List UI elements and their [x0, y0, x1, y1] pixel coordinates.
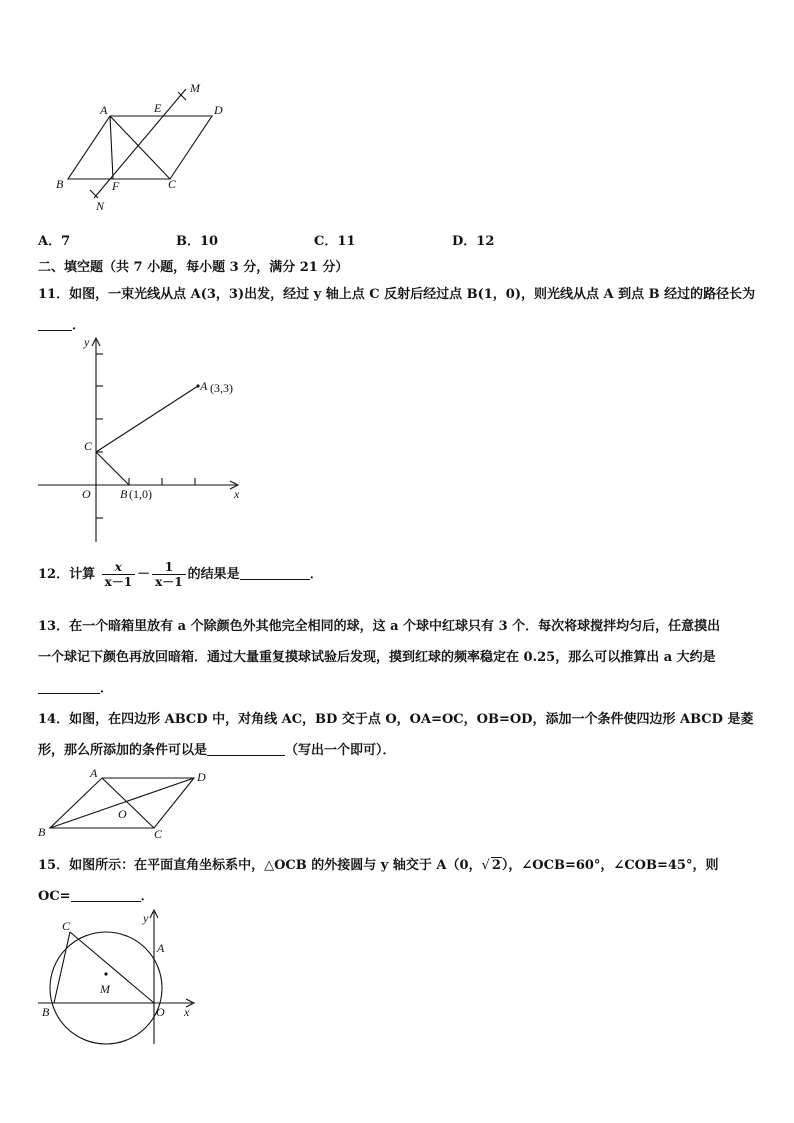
fig11-coord-A: (3,3)	[210, 381, 233, 395]
fig14-label-O: O	[118, 807, 127, 821]
q14-figure	[34, 764, 220, 844]
q15-answer-line	[38, 885, 154, 904]
q15-suffix: ），∠OCB=60°，∠COB=45°，则	[501, 858, 719, 873]
q15-answer-blank[interactable]	[71, 889, 141, 902]
fig10-label-A: A	[100, 103, 108, 117]
q14-answer-blank[interactable]	[207, 743, 285, 756]
fig15-label-C: C	[62, 919, 71, 933]
q14-line2-prefix: 形，那么所添加的条件可以是	[38, 743, 208, 758]
fig11-label-C: C	[84, 439, 93, 453]
fig15-label-M: M	[100, 982, 110, 996]
q12-answer-blank[interactable]	[240, 567, 310, 580]
fig10-label-F: F	[112, 179, 120, 193]
q12-prefix: 12．计算	[38, 567, 96, 582]
q14-line2-suffix: （写出一个即可）．	[285, 743, 396, 758]
q13-line2: 一个球记下颜色再放回暗箱．通过大量重复摸球试验后发现，摸到红球的频率稳定在 0.25，那么可以推算出 a 大约是	[38, 650, 716, 665]
q12-frac1-numerator: x	[102, 560, 136, 575]
q10-option-c: C．11	[314, 234, 356, 249]
q12-fraction-2	[152, 560, 186, 589]
q12-end: ．	[309, 567, 323, 582]
q11-answer-line	[38, 314, 85, 333]
q15-line2-prefix: OC=	[38, 889, 71, 904]
fig10-label-M: M	[190, 81, 200, 95]
q12-frac2-denominator: x－1	[155, 575, 183, 589]
q15-prefix: 15．如图所示：在平面直角坐标系中，△OCB 的外接圆与 y 轴交于 A（0，	[38, 858, 482, 873]
q10-option-a: A．7	[38, 234, 71, 249]
fig11-coord-B: (1,0)	[129, 487, 152, 501]
q11-text	[38, 283, 755, 302]
q14-line1: 14．如图，在四边形 ABCD 中，对角线 AC，BD 交于点 O，OA=OC，OB=OD，添加一个条件使四边形 ABCD 是菱	[38, 712, 754, 727]
q12-frac2-numerator: 1	[152, 560, 186, 575]
fig15-label-O: O	[156, 1005, 165, 1019]
fig15-label-A: A	[157, 941, 165, 955]
fig10-label-D: D	[214, 103, 223, 117]
q11-stem: 11．如图，一束光线从点 A(3，3)出发，经过 y 轴上点 C 反射后经过点 B(1，0)，则光线从点 A 到点 B 经过的路径长为	[38, 287, 756, 302]
q12-fraction-1	[102, 560, 136, 589]
fig11-label-O: O	[82, 487, 91, 501]
fig10-label-N: N	[96, 199, 105, 213]
fig11-label-A: A	[200, 379, 208, 393]
q13-end: ．	[100, 681, 114, 696]
q12-frac1-denominator: x－1	[104, 575, 133, 589]
fig15-label-B: B	[42, 1005, 50, 1019]
fig14-label-C: C	[154, 827, 163, 841]
q10-figure	[50, 78, 240, 218]
fig10-label-B: B	[56, 177, 64, 191]
q13-answer-line	[38, 677, 113, 696]
q11-figure	[36, 334, 256, 546]
fig15-axis-y: y	[143, 911, 149, 925]
section-title: 二、填空题（共 7 小题，每小题 3 分，满分 21 分）	[38, 260, 349, 275]
fig10-label-C: C	[168, 177, 177, 191]
fig15-axis-x: x	[184, 1005, 190, 1019]
fig14-label-D: D	[197, 770, 206, 784]
q13-line1: 13．在一个暗箱里放有 a 个除颜色外其他完全相同的球，这 a 个球中红球只有 3 个．每次将球搅拌均匀后，任意摸出	[38, 619, 721, 634]
q10-option-d: D．12	[452, 234, 495, 249]
q12-suffix: 的结果是	[187, 567, 240, 582]
fig11-axis-x: x	[234, 487, 240, 501]
q11-end: ．	[72, 318, 86, 333]
fig11-label-B: B	[120, 487, 128, 501]
q15-figure	[34, 908, 214, 1050]
fig11-axis-y: y	[84, 335, 90, 349]
q11-answer-blank[interactable]	[38, 318, 72, 331]
q13-answer-blank[interactable]	[38, 681, 100, 694]
q12-minus: －	[137, 567, 151, 582]
q14-line2	[38, 739, 396, 758]
q15-sqrt-value: 2	[491, 858, 501, 873]
fig14-label-B: B	[38, 825, 46, 839]
q15-text: 15．如图所示：在平面直角坐标系中，△OCB 的外接圆与 y 轴交于 A（0，√ 2），∠OCB=60°，∠COB=45°，则	[38, 858, 719, 873]
fig10-label-E: E	[154, 101, 162, 115]
q12-text	[38, 560, 323, 589]
q15-end: ．	[140, 889, 154, 904]
q10-option-b: B．10	[176, 234, 219, 249]
fig14-label-A: A	[90, 766, 98, 780]
